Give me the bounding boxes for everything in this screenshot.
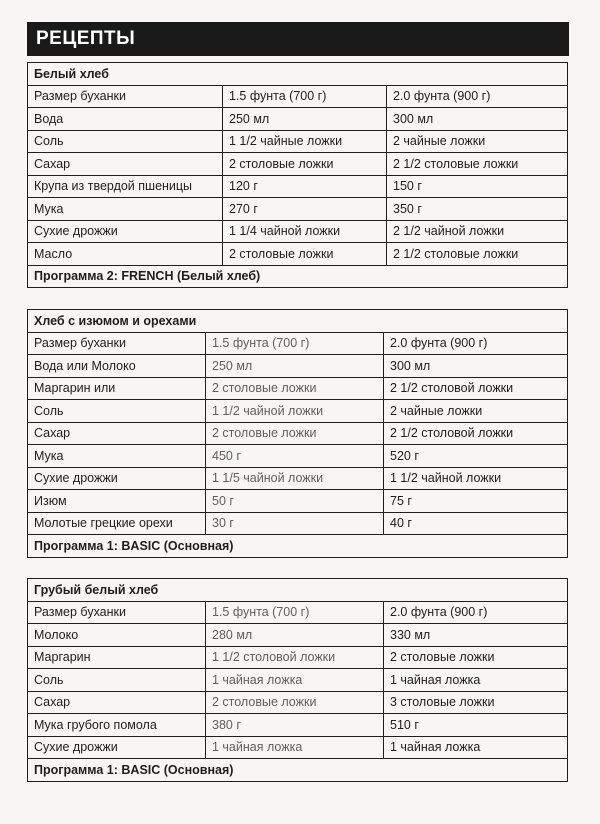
- table-row: [28, 355, 568, 378]
- amount-small-loaf: 1 чайная ложка: [206, 736, 384, 759]
- ingredient-name: Вода или Молоко: [28, 355, 206, 378]
- amount-small-loaf: 250 мл: [223, 108, 387, 131]
- amount-small-loaf: 450 г: [206, 445, 384, 468]
- amount-small-loaf: 1 1/2 чайные ложки: [223, 130, 387, 153]
- ingredient-name: Соль: [28, 669, 206, 692]
- table-row: [28, 601, 568, 624]
- ingredient-name: Сухие дрожжи: [28, 736, 206, 759]
- ingredient-name: Мука: [28, 445, 206, 468]
- table-row: [28, 243, 568, 266]
- amount-small-loaf: 1.5 фунта (700 г): [206, 332, 384, 355]
- recipe-title: Грубый белый хлеб: [28, 579, 568, 602]
- ingredient-name: Маргарин: [28, 646, 206, 669]
- ingredient-name: Размер буханки: [28, 601, 206, 624]
- amount-large-loaf: 330 мл: [384, 624, 568, 647]
- amount-large-loaf: 350 г: [387, 198, 568, 221]
- amount-large-loaf: 520 г: [384, 445, 568, 468]
- table-row: [28, 400, 568, 423]
- table-row: [28, 624, 568, 647]
- amount-large-loaf: 2.0 фунта (900 г): [384, 332, 568, 355]
- table-row: [28, 646, 568, 669]
- amount-large-loaf: 2 чайные ложки: [384, 400, 568, 423]
- ingredient-name: Молоко: [28, 624, 206, 647]
- table-row: [28, 175, 568, 198]
- amount-small-loaf: 2 столовые ложки: [223, 243, 387, 266]
- amount-large-loaf: 2 1/2 чайной ложки: [387, 220, 568, 243]
- table-row: [28, 714, 568, 737]
- amount-large-loaf: 1 чайная ложка: [384, 669, 568, 692]
- amount-small-loaf: 2 столовые ложки: [206, 691, 384, 714]
- amount-large-loaf: 2.0 фунта (900 г): [387, 85, 568, 108]
- amount-large-loaf: 510 г: [384, 714, 568, 737]
- recipe-program-row: [28, 759, 568, 782]
- ingredient-name: Крупа из твердой пшеницы: [28, 175, 223, 198]
- recipe-title: Хлеб с изюмом и орехами: [28, 310, 568, 333]
- amount-small-loaf: 2 столовые ложки: [206, 377, 384, 400]
- amount-large-loaf: 2.0 фунта (900 г): [384, 601, 568, 624]
- amount-small-loaf: 1 1/5 чайной ложки: [206, 467, 384, 490]
- recipe-program: Программа 1: BASIC (Основная): [28, 535, 568, 558]
- recipe-program-row: [28, 265, 568, 288]
- amount-small-loaf: 120 г: [223, 175, 387, 198]
- ingredient-name: Соль: [28, 400, 206, 423]
- table-row: [28, 422, 568, 445]
- amount-large-loaf: 1 1/2 чайной ложки: [384, 467, 568, 490]
- ingredient-name: Сахар: [28, 422, 206, 445]
- ingredient-name: Маргарин или: [28, 377, 206, 400]
- amount-small-loaf: 1.5 фунта (700 г): [223, 85, 387, 108]
- table-row: [28, 490, 568, 513]
- amount-small-loaf: 1.5 фунта (700 г): [206, 601, 384, 624]
- recipe-title-row: [28, 63, 568, 86]
- ingredient-name: Размер буханки: [28, 332, 206, 355]
- amount-large-loaf: 150 г: [387, 175, 568, 198]
- recipe-program-row: [28, 535, 568, 558]
- page-header: [27, 22, 569, 56]
- page-title: РЕЦЕПТЫ: [36, 28, 136, 49]
- amount-large-loaf: 3 столовые ложки: [384, 691, 568, 714]
- amount-small-loaf: 250 мл: [206, 355, 384, 378]
- amount-large-loaf: 40 г: [384, 512, 568, 535]
- recipe-program: Программа 2: FRENCH (Белый хлеб): [28, 265, 568, 288]
- table-row: [28, 377, 568, 400]
- table-row: [28, 198, 568, 221]
- table-row: [28, 85, 568, 108]
- amount-large-loaf: 2 чайные ложки: [387, 130, 568, 153]
- table-row: [28, 467, 568, 490]
- amount-large-loaf: 300 мл: [387, 108, 568, 131]
- table-row: [28, 153, 568, 176]
- table-row: [28, 736, 568, 759]
- recipe-table-raisin-nut-bread: [27, 309, 568, 558]
- amount-small-loaf: 270 г: [223, 198, 387, 221]
- amount-small-loaf: 30 г: [206, 512, 384, 535]
- ingredient-name: Сахар: [28, 691, 206, 714]
- ingredient-name: Изюм: [28, 490, 206, 513]
- ingredient-name: Масло: [28, 243, 223, 266]
- ingredient-name: Сахар: [28, 153, 223, 176]
- ingredient-name: Вода: [28, 108, 223, 131]
- recipe-title-row: [28, 310, 568, 333]
- recipe-title-row: [28, 579, 568, 602]
- ingredient-name: Мука: [28, 198, 223, 221]
- amount-large-loaf: 300 мл: [384, 355, 568, 378]
- table-row: [28, 691, 568, 714]
- amount-large-loaf: 2 1/2 столовой ложки: [384, 377, 568, 400]
- ingredient-name: Размер буханки: [28, 85, 223, 108]
- ingredient-name: Соль: [28, 130, 223, 153]
- ingredient-name: Сухие дрожжи: [28, 220, 223, 243]
- ingredient-name: Мука грубого помола: [28, 714, 206, 737]
- amount-small-loaf: 1 1/4 чайной ложки: [223, 220, 387, 243]
- table-row: [28, 130, 568, 153]
- amount-small-loaf: 2 столовые ложки: [223, 153, 387, 176]
- amount-small-loaf: 2 столовые ложки: [206, 422, 384, 445]
- amount-small-loaf: 50 г: [206, 490, 384, 513]
- amount-large-loaf: 2 столовые ложки: [384, 646, 568, 669]
- recipe-program: Программа 1: BASIC (Основная): [28, 759, 568, 782]
- amount-large-loaf: 2 1/2 столовые ложки: [387, 153, 568, 176]
- amount-large-loaf: 1 чайная ложка: [384, 736, 568, 759]
- amount-large-loaf: 2 1/2 столовой ложки: [384, 422, 568, 445]
- ingredient-name: Молотые грецкие орехи: [28, 512, 206, 535]
- amount-small-loaf: 1 чайная ложка: [206, 669, 384, 692]
- amount-large-loaf: 75 г: [384, 490, 568, 513]
- amount-small-loaf: 1 1/2 чайной ложки: [206, 400, 384, 423]
- amount-large-loaf: 2 1/2 столовые ложки: [387, 243, 568, 266]
- amount-small-loaf: 380 г: [206, 714, 384, 737]
- table-row: [28, 220, 568, 243]
- table-row: [28, 669, 568, 692]
- table-row: [28, 445, 568, 468]
- table-row: [28, 108, 568, 131]
- amount-small-loaf: 1 1/2 столовой ложки: [206, 646, 384, 669]
- recipe-table-coarse-white-bread: [27, 578, 568, 782]
- recipe-title: Белый хлеб: [28, 63, 568, 86]
- amount-small-loaf: 280 мл: [206, 624, 384, 647]
- recipe-table-white-bread: [27, 62, 568, 288]
- table-row: [28, 512, 568, 535]
- ingredient-name: Сухие дрожжи: [28, 467, 206, 490]
- table-row: [28, 332, 568, 355]
